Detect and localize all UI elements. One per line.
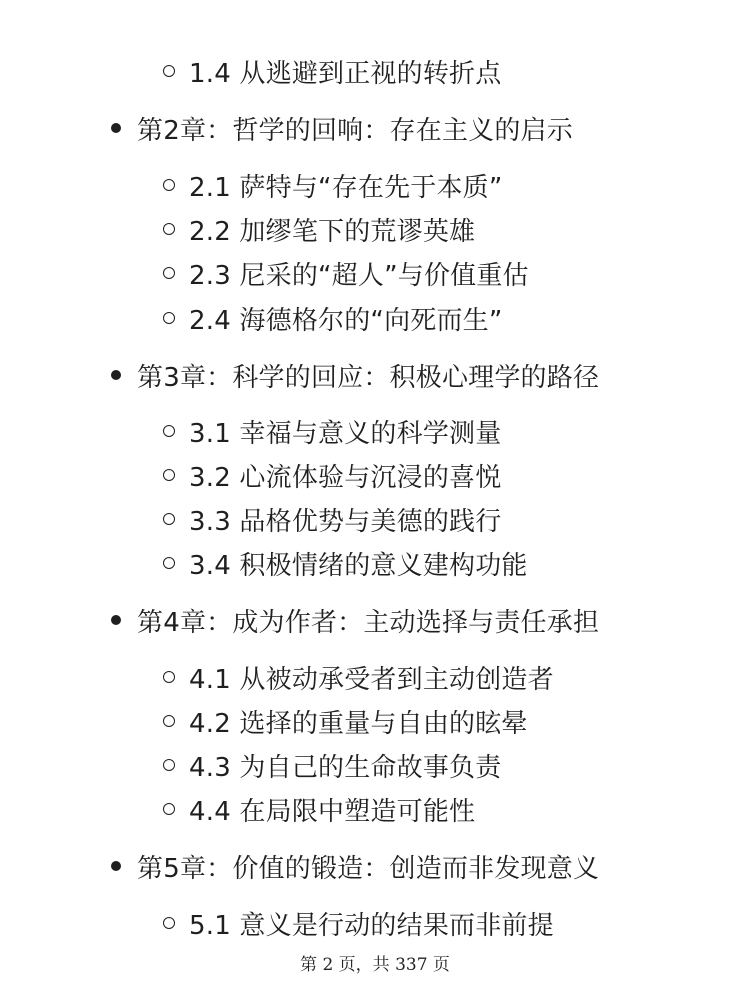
toc-chapter-2 — [0, 108, 573, 148]
toc-section-3-1 — [0, 411, 501, 451]
circle-bullet-icon — [163, 513, 175, 525]
toc-section-label: 4.1 从被动承受者到主动创造者 — [189, 664, 554, 695]
circle-bullet-icon — [163, 179, 175, 191]
toc-section-4-1 — [0, 657, 554, 697]
toc-section-label: 3.4 积极情绪的意义建构功能 — [189, 550, 528, 581]
circle-bullet-icon — [163, 267, 175, 279]
toc-chapter-4 — [0, 600, 599, 640]
toc-section-4-4 — [0, 789, 475, 829]
disc-bullet-icon — [111, 861, 121, 871]
toc-section-label: 2.4 海德格尔的“向死而生” — [189, 305, 503, 336]
toc-section-5-1 — [0, 903, 554, 943]
circle-bullet-icon — [163, 557, 175, 569]
toc-section-label: 3.1 幸福与意义的科学测量 — [189, 418, 502, 449]
toc-section-label: 3.2 心流体验与沉浸的喜悦 — [189, 462, 502, 493]
circle-bullet-icon — [163, 223, 175, 235]
toc-chapter-label: 第3章：科学的回应：积极心理学的路径 — [137, 362, 600, 393]
toc-chapter-label: 第2章：哲学的回响：存在主义的启示 — [137, 115, 573, 146]
disc-bullet-icon — [111, 370, 121, 380]
disc-bullet-icon — [111, 615, 121, 625]
toc-section-4-2 — [0, 701, 528, 741]
circle-bullet-icon — [163, 312, 175, 324]
circle-bullet-icon — [163, 469, 175, 481]
toc-section-2-4 — [0, 298, 503, 338]
toc-chapter-label: 第4章：成为作者：主动选择与责任承担 — [137, 607, 600, 638]
toc-chapter-label: 第5章：价值的锻造：创造而非发现意义 — [137, 853, 600, 884]
circle-bullet-icon — [163, 671, 175, 683]
toc-section-label: 4.4 在局限中塑造可能性 — [189, 796, 476, 827]
toc-section-label: 2.1 萨特与“存在先于本质” — [189, 172, 503, 203]
toc-section-3-3 — [0, 499, 501, 539]
toc-section-1-4 — [0, 51, 501, 91]
circle-bullet-icon — [163, 917, 175, 929]
circle-bullet-icon — [163, 759, 175, 771]
toc-section-label: 4.2 选择的重量与自由的眩晕 — [189, 708, 528, 739]
toc-section-label: 1.4 从逃避到正视的转折点 — [189, 58, 502, 89]
toc-section-label: 5.1 意义是行动的结果而非前提 — [189, 910, 554, 941]
circle-bullet-icon — [163, 803, 175, 815]
toc-section-3-2 — [0, 455, 501, 495]
toc-chapter-3 — [0, 355, 599, 395]
toc-section-label: 3.3 品格优势与美德的践行 — [189, 506, 502, 537]
toc-section-2-1 — [0, 165, 503, 205]
toc-section-3-4 — [0, 543, 528, 583]
circle-bullet-icon — [163, 715, 175, 727]
toc-section-2-3 — [0, 253, 529, 293]
disc-bullet-icon — [111, 123, 121, 133]
toc-section-label: 4.3 为自己的生命故事负责 — [189, 752, 502, 783]
circle-bullet-icon — [163, 425, 175, 437]
page-number-footer: 第 2 页，共 337 页 — [300, 955, 450, 975]
toc-section-4-3 — [0, 745, 501, 785]
toc-section-label: 2.3 尼采的“超人”与价值重估 — [189, 260, 529, 291]
toc-section-2-2 — [0, 209, 475, 249]
toc-chapter-5 — [0, 846, 599, 886]
circle-bullet-icon — [163, 65, 175, 77]
toc-section-label: 2.2 加缪笔下的荒谬英雄 — [189, 216, 476, 247]
